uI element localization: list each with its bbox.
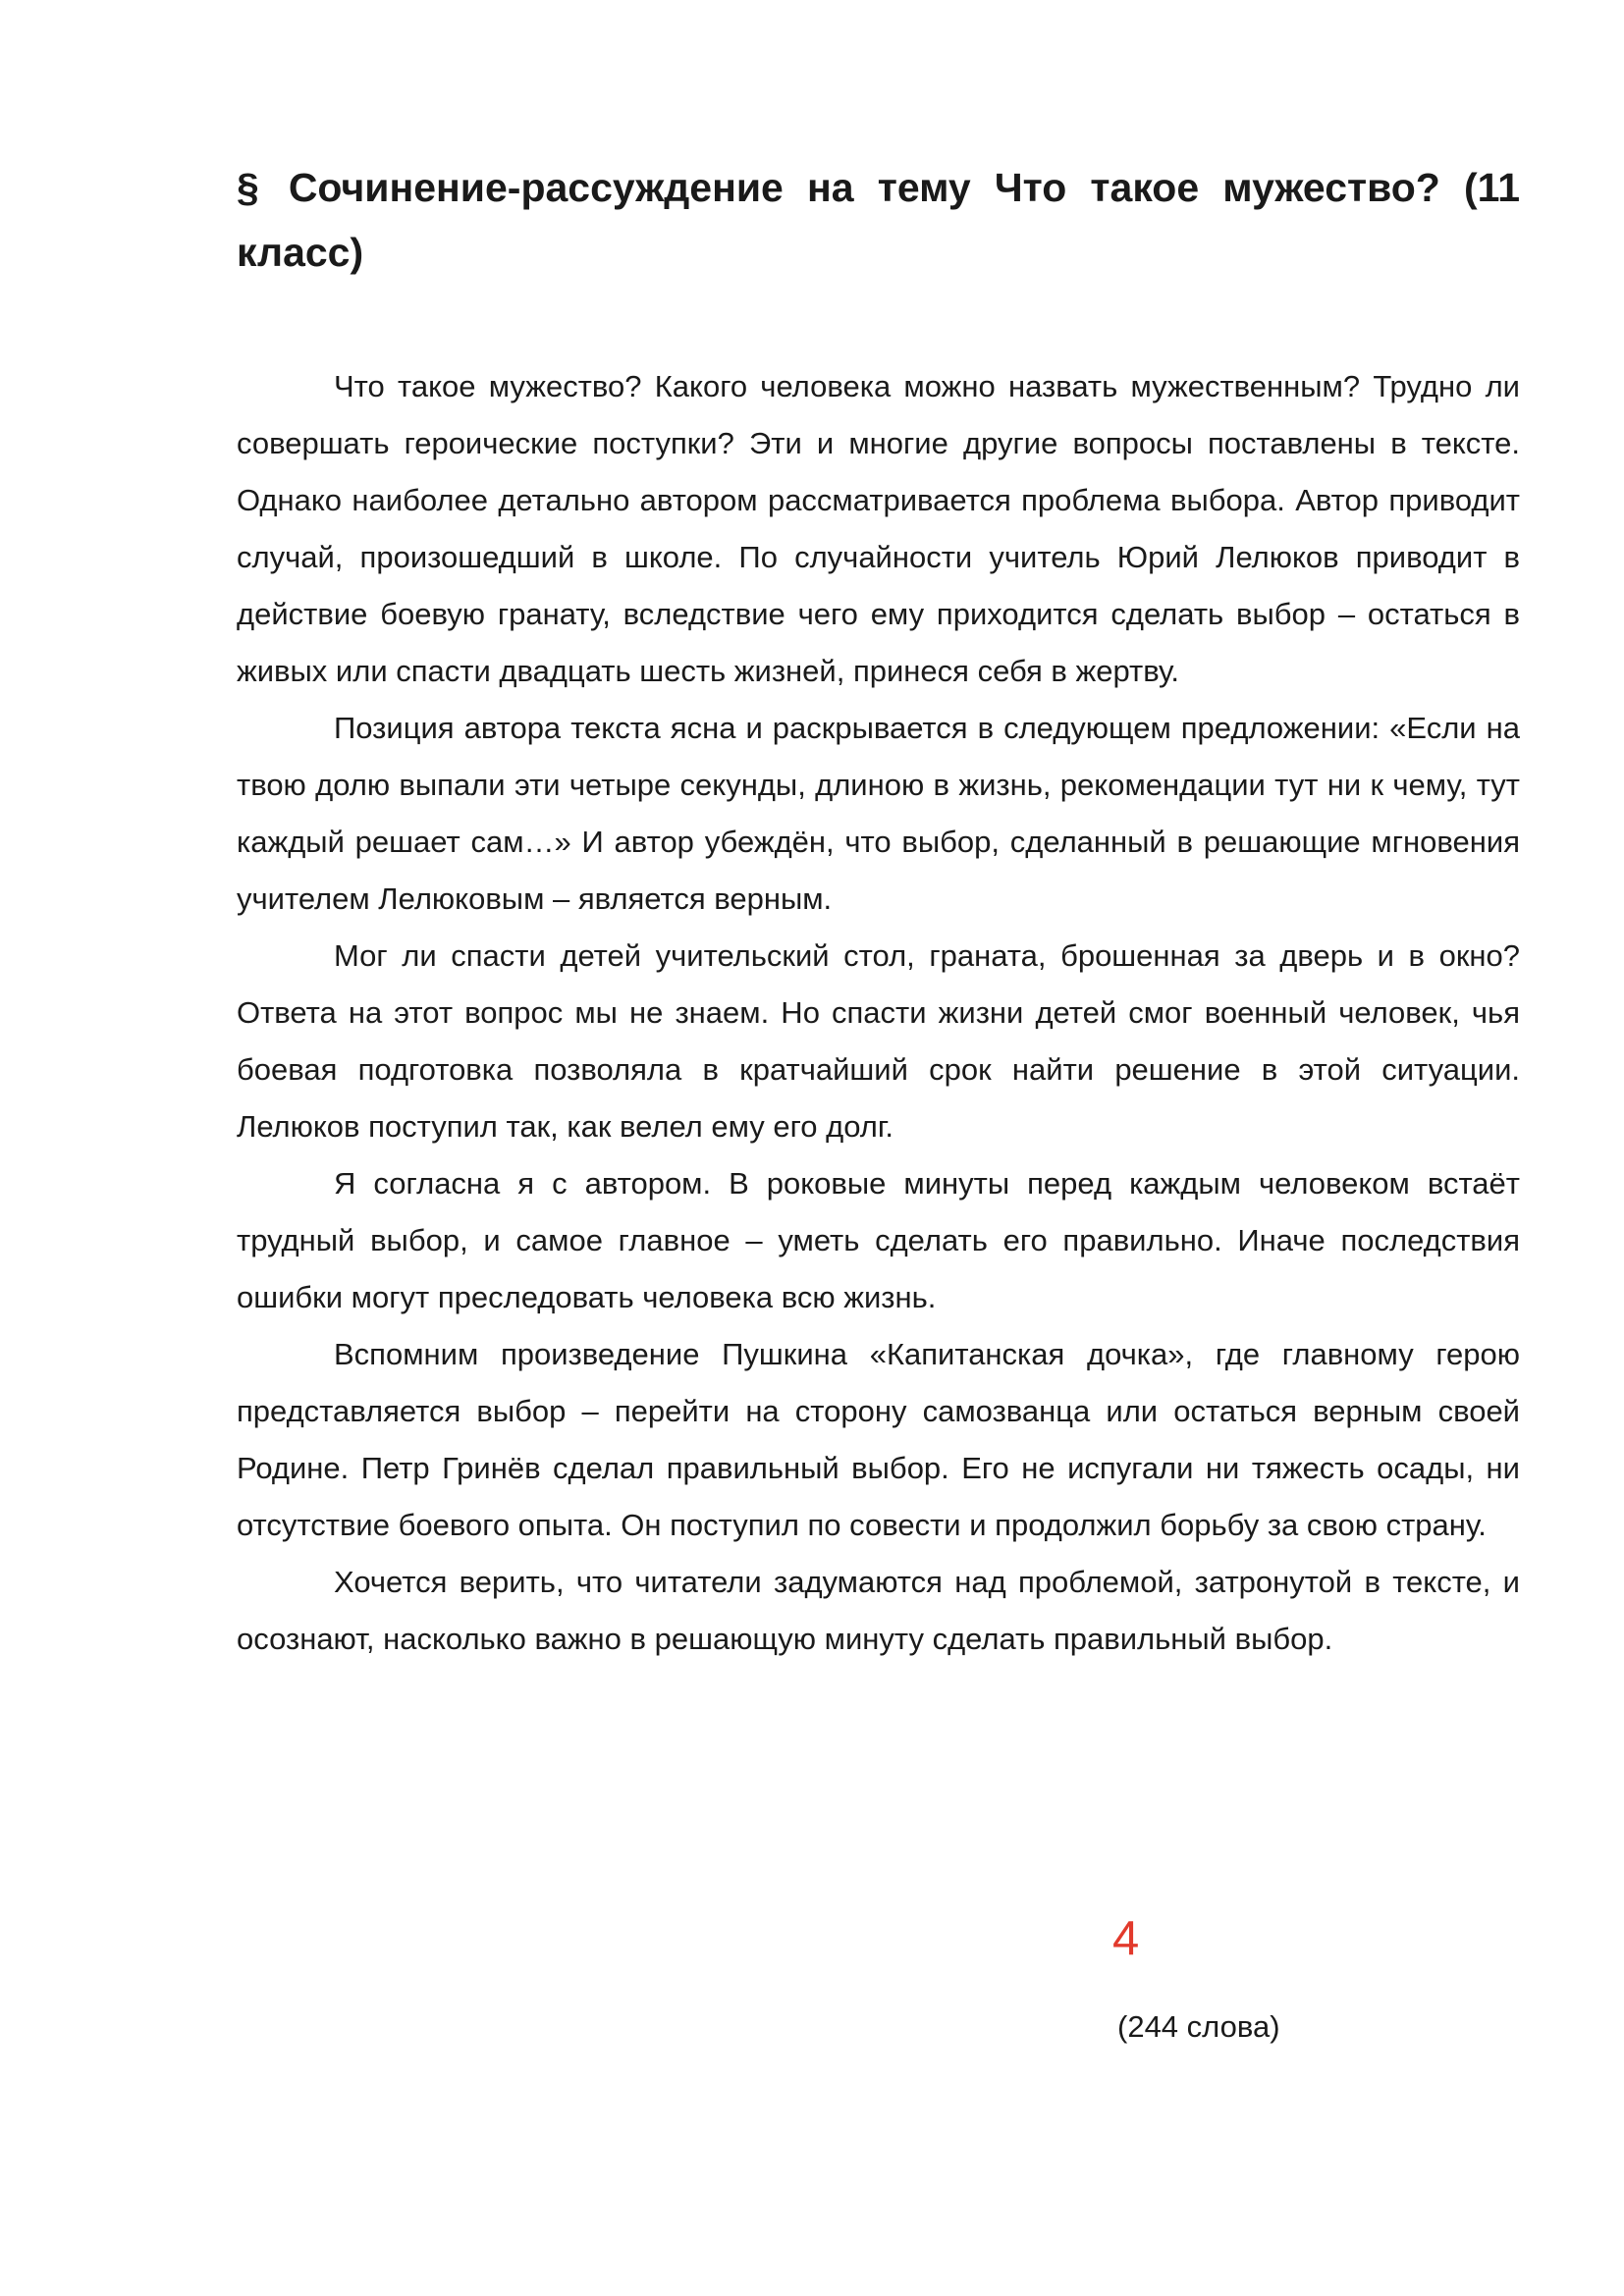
paragraph-5: Вспомним произведение Пушкина «Капитанская дочка», где главному герою представляется выбор – перейти на сторону самозванца или остаться верным своей Родине. Петр Гринёв сделал правильный выбор. Его не испугали ни тяжесть осады, ни отсутствие боевого опыта. Он поступил по совести и продолжил борьбу за свою страну. bbox=[237, 1337, 1520, 1542]
section-symbol: § bbox=[237, 165, 259, 210]
essay-title-text: Сочинение-рассуждение на тему Что такое мужество? (11 класс) bbox=[237, 165, 1520, 275]
word-count: (244 слова) bbox=[1117, 2009, 1280, 2044]
grade-mark: 4 bbox=[1112, 1912, 1140, 1965]
paragraph-1: Что такое мужество? Какого человека можно назвать мужественным? Трудно ли совершать героические поступки? Эти и многие другие вопросы поставлены в тексте. Однако наиболее детально автором рассматривается проблема выбора. Автор приводит случай, произошедший в школе. По случайности учитель Юрий Лелюков приводит в действие боевую гранату, вследствие чего ему приходится сделать выбор – остаться в живых или спасти двадцать шесть жизней, принеся себя в жертву. bbox=[237, 369, 1520, 688]
paragraph-3: Мог ли спасти детей учительский стол, граната, брошенная за дверь и в окно? Ответа на этот вопрос мы не знаем. Но спасти жизни детей смог военный человек, чья боевая подготовка позволяла в кратчайший срок найти решение в этой ситуации. Лелюков поступил так, как велел ему его долг. bbox=[237, 938, 1520, 1144]
essay-body bbox=[237, 358, 1520, 1668]
paragraph-2: Позиция автора текста ясна и раскрывается в следующем предложении: «Если на твою долю выпали эти четыре секунды, длиною в жизнь, рекомендации тут ни к чему, тут каждый решает сам…» И автор убеждён, что выбор, сделанный в решающие мгновения учителем Лелюковым – является верным. bbox=[237, 711, 1520, 916]
paragraph-6: Хочется верить, что читатели задумаются над проблемой, затронутой в тексте, и осознают, насколько важно в решающую минуту сделать правильный выбор. bbox=[237, 1565, 1520, 1656]
essay-title bbox=[237, 155, 1520, 285]
paragraph-4: Я согласна я с автором. В роковые минуты перед каждым человеком встаёт трудный выбор, и самое главное – уметь сделать его правильно. Иначе последствия ошибки могут преследовать человека всю жизнь. bbox=[237, 1166, 1520, 1314]
